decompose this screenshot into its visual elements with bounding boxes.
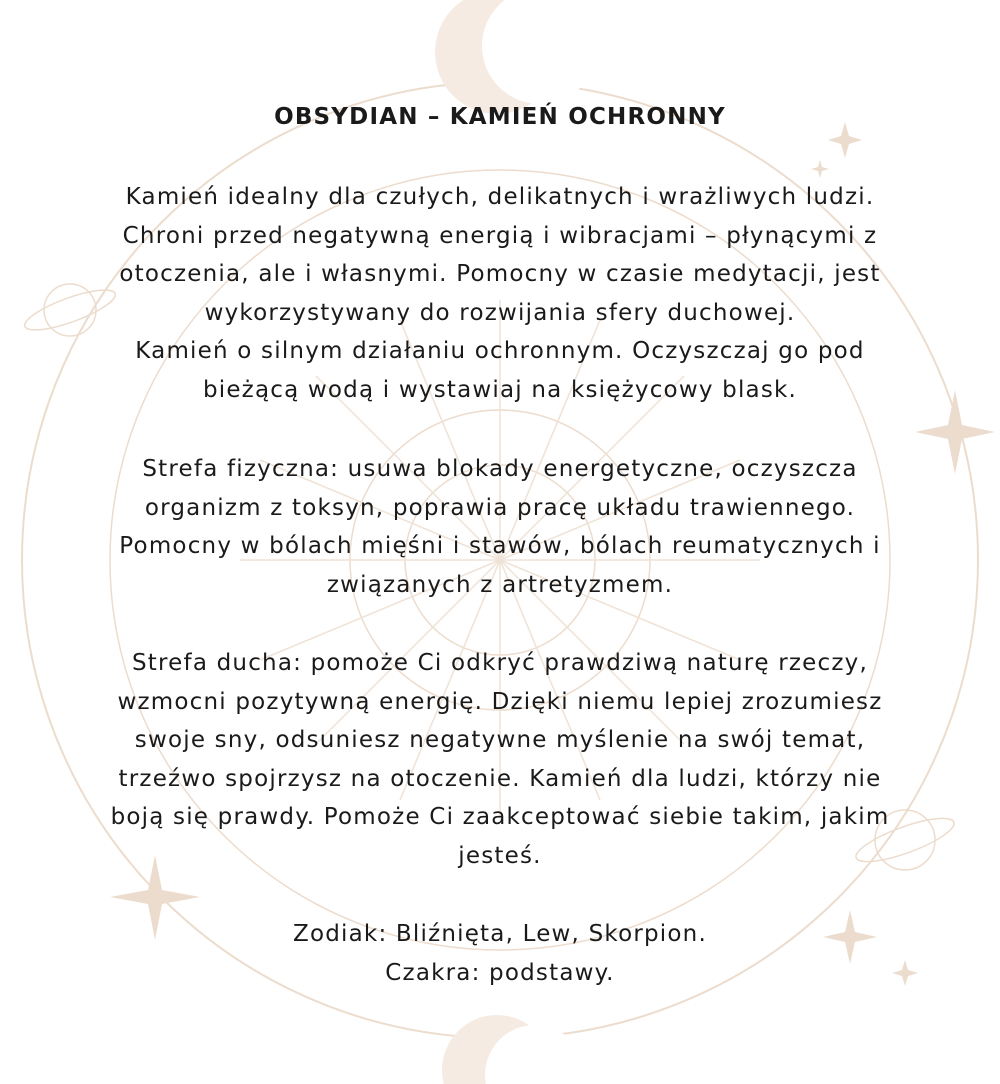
physical-sphere-paragraph [40, 450, 960, 604]
text-line: związanych z artretyzmem. [326, 571, 674, 598]
spirit-sphere-paragraph [40, 644, 960, 875]
text-line: Pomocny w bólach mięśni i stawów, bólach reumatycznych i [119, 533, 881, 559]
text-line: Strefa ducha: pomoże Ci odkryć prawdziwą naturę rzeczy, [132, 650, 868, 676]
chakra-line: Czakra: podstawy. [385, 959, 615, 986]
zodiac-chakra-paragraph [40, 915, 960, 992]
text-line: wzmocni pozytywną energię. Dzięki niemu lepiej zrozumiesz [117, 688, 883, 715]
text-line: organizm z toksyn, poprawia pracę układu trawiennego. [144, 494, 856, 521]
text-line: Kamień o silnym działaniu ochronnym. Oczyszczaj go pod [135, 338, 865, 364]
text-line: swoje sny, odsuniesz negatywne myślenie na swój temat, [134, 727, 866, 753]
page-title: OBSYDIAN – KAMIEŃ OCHRONNY [274, 104, 726, 130]
text-line: Kamień idealny dla czułych, delikatnych i wrażliwych ludzi. [125, 184, 875, 210]
description-paragraph [40, 178, 960, 409]
text-line: Chroni przed negatywną energią i wibracjami – płynącymi z [122, 222, 878, 249]
text-line: Strefa fizyczna: usuwa blokady energetyczne, oczyszcza [142, 456, 858, 482]
text-line: otoczenia, ale i własnymi. Pomocny w czasie medytacji, jest [119, 261, 881, 287]
text-line: boją się prawdy. Pomoże Ci zaakceptować siebie takim, jakim [110, 804, 890, 830]
text-line: jesteś. [458, 842, 542, 869]
zodiac-line: Zodiak: Bliźnięta, Lew, Skorpion. [293, 921, 707, 947]
text-line: trzeźwo spojrzysz na otoczenie. Kamień dla ludzi, którzy nie [118, 765, 882, 792]
text-line: bieżącą wodą i wystawiaj na księżycowy blask. [202, 376, 798, 403]
text-line: wykorzystywany do rozwijania sfery duchowej. [204, 299, 796, 326]
